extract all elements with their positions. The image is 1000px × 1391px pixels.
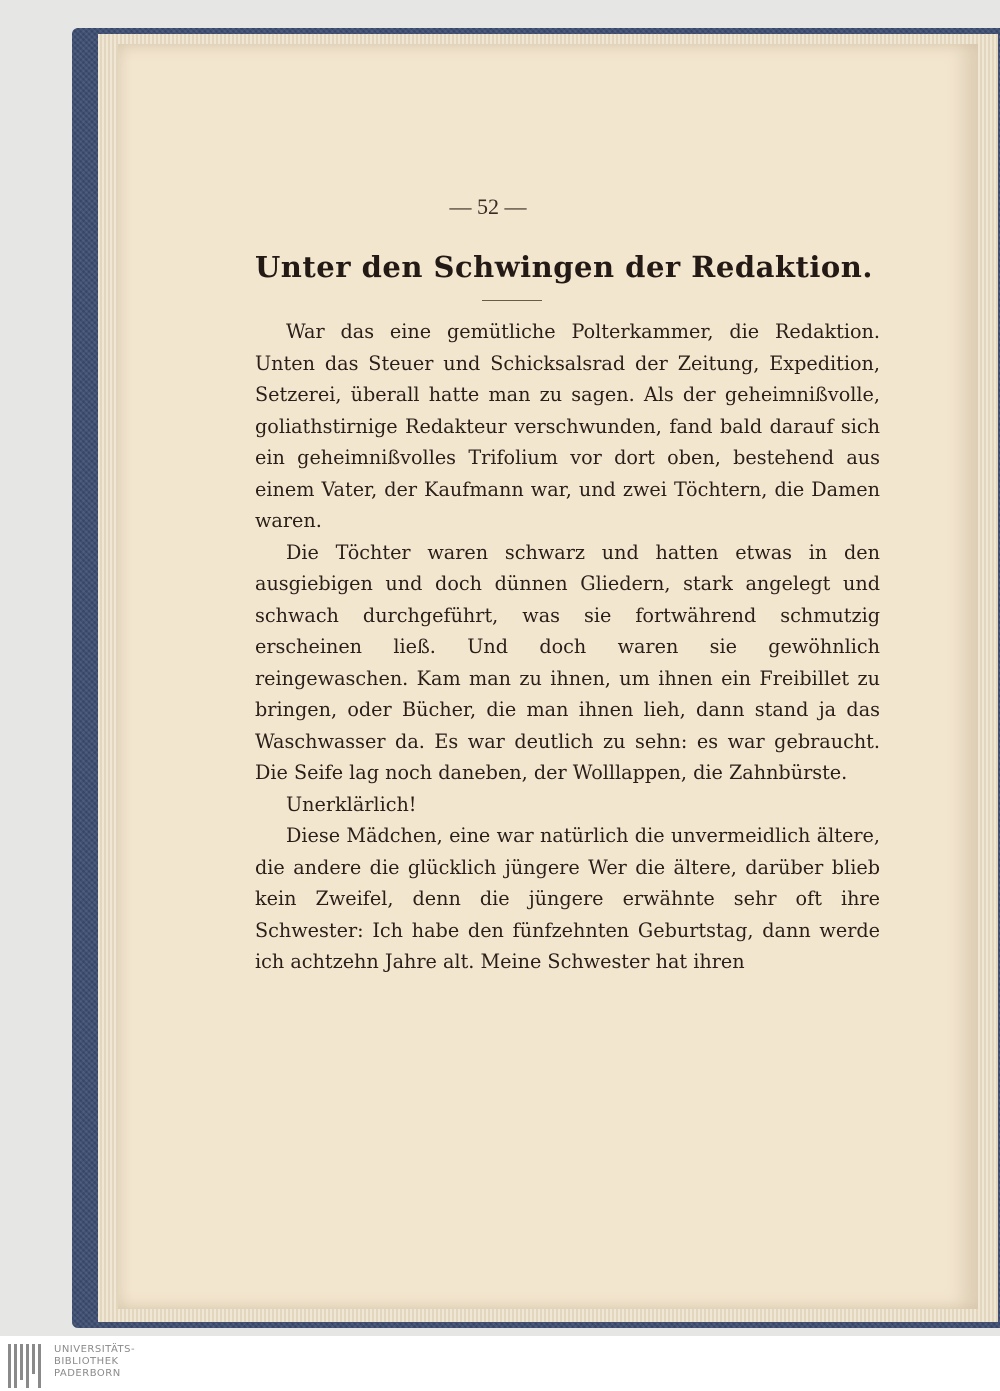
page-number: — 52 — <box>449 194 527 219</box>
paragraph: Die Töchter waren schwarz und hatten etwas in den ausgiebigen und doch dünnen Gliedern, stark angelegt und schwach durchgeführt, was sie fortwährend schmutzig erscheinen ließ. Und doch waren sie gewöhnlich reingewaschen. Kam man zu ihnen, um ihnen ein Freibillet zu bringen, oder Bücher, die man ihnen lieh, dann stand ja das Waschwasser da. Es war deutlich zu sehn: es war gebraucht. Die Seife lag noch daneben, der Wolllappen, die Zahnbürste. <box>255 540 880 784</box>
chapter-heading: Unter den Schwingen der Redaktion. <box>255 250 873 284</box>
library-logo-icon <box>8 1344 44 1388</box>
library-logo-line: PADERBORN <box>54 1368 121 1379</box>
heading-rule <box>482 300 542 301</box>
paragraph: Unerklärlich! <box>286 792 417 816</box>
paragraph: War das eine gemütliche Polterkammer, die Redaktion. Unten das Steuer und Schicksalsrad der Zeitung, Expedition, Setzerei, überall hatte man zu sagen. Als der geheimnißvolle, goliathstirnige Redakteur verschwunden, fand bald darauf sich ein geheimnißvolles Trifolium vor dort oben, bestehend aus einem Vater, der Kaufmann war, und zwei Töchtern, die Damen waren. <box>255 320 880 532</box>
library-logo <box>0 1338 200 1391</box>
library-logo-text <box>54 1344 135 1380</box>
library-logo-line: BIBLIOTHEK <box>54 1356 119 1367</box>
library-logo-line: UNIVERSITÄTS- <box>54 1344 136 1355</box>
paragraph: Diese Mädchen, eine war natürlich die unvermeidlich ältere, die andere die glücklich jüngere Wer die ältere, darüber blieb kein Zweifel, denn die jüngere erwähnte sehr oft ihre Schwester: Ich habe den fünfzehnten Geburtstag, dann werde ich achtzehn Jahre alt. Meine Schwester hat ihren <box>255 824 880 973</box>
body-text <box>255 316 880 978</box>
